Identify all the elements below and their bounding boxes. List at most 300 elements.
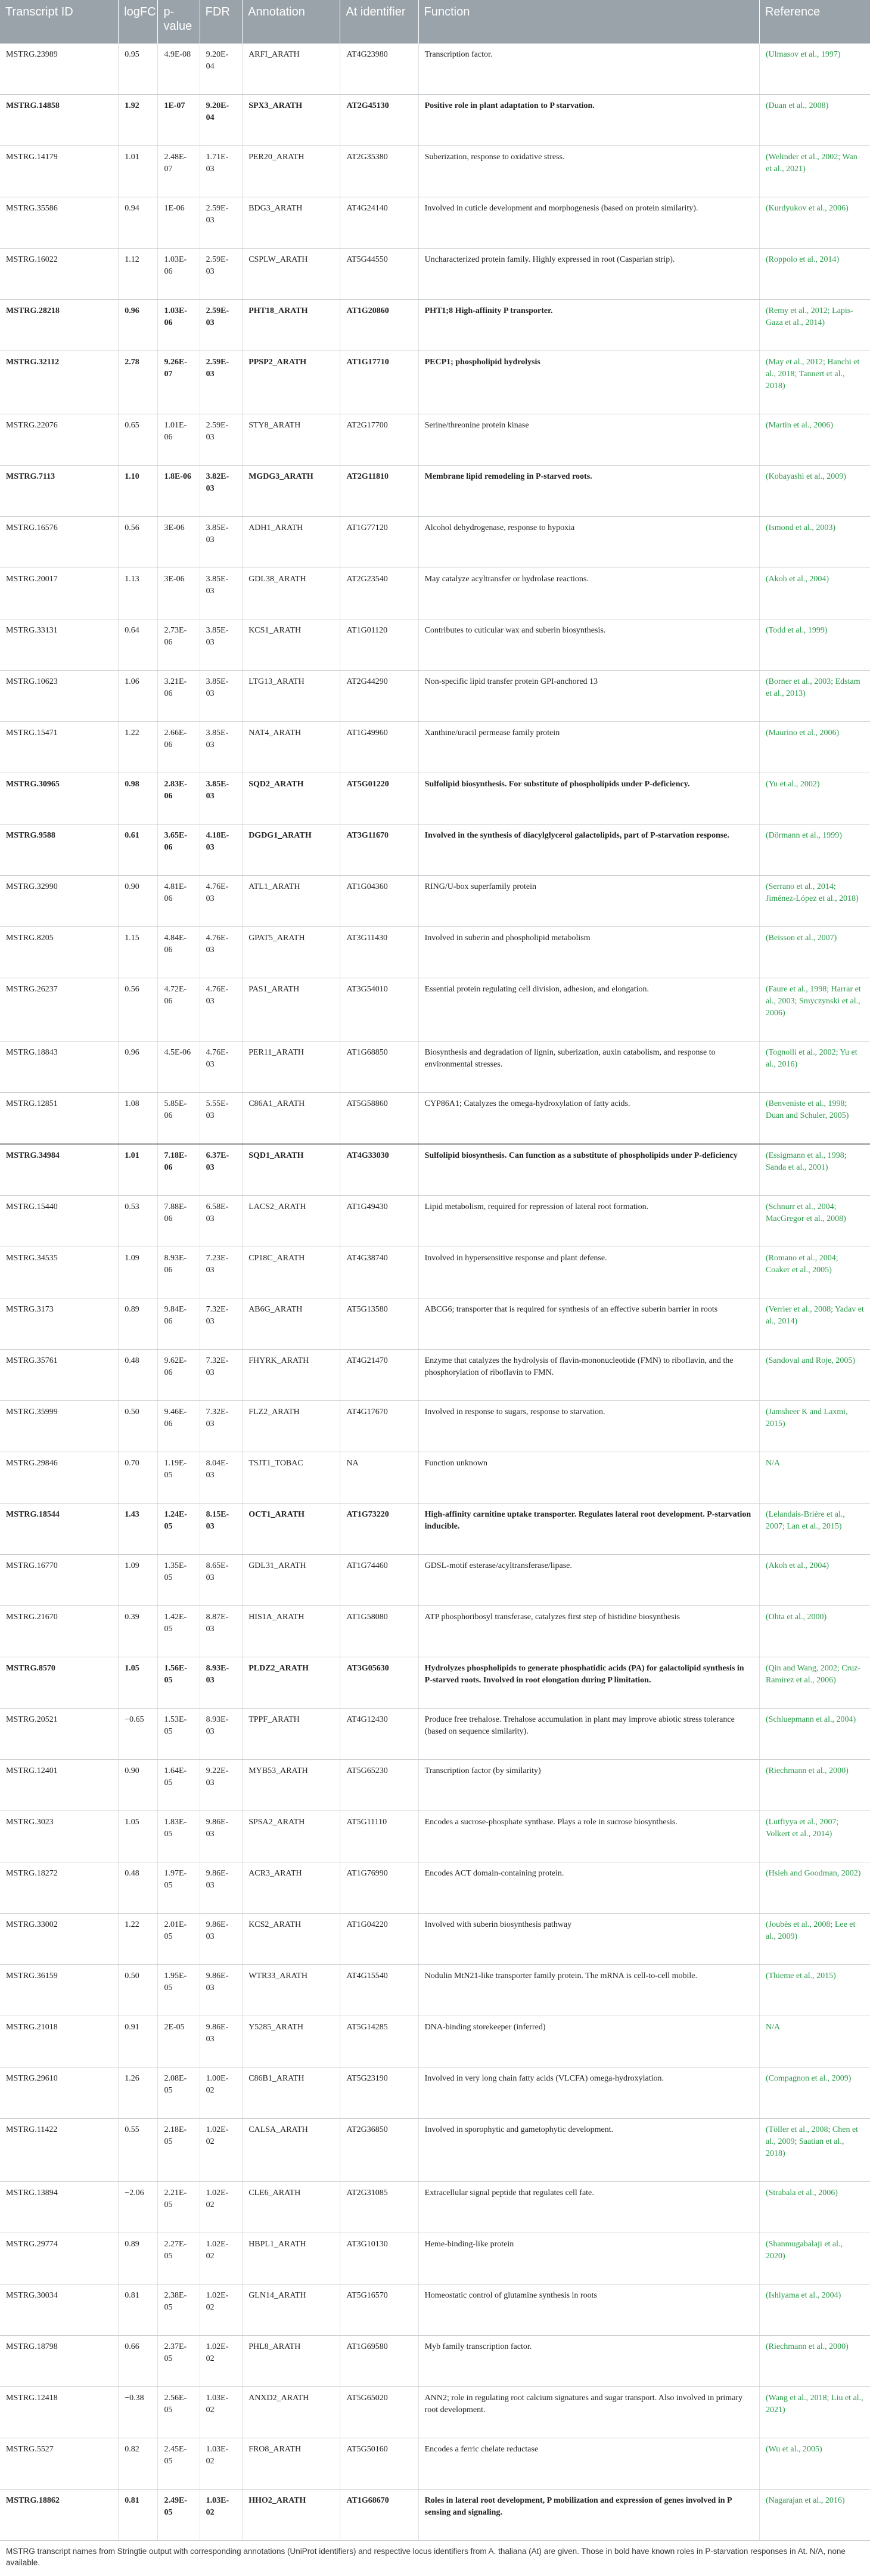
cell-transcript-id: MSTRG.14179 [0,146,119,197]
cell-transcript-id: MSTRG.13894 [0,2182,119,2233]
cell-function: Involved in the synthesis of diacylglycerol galactolipids, part of P-starvation response. [418,824,759,876]
cell-transcript-id: MSTRG.14858 [0,95,119,146]
cell-logfc: 0.89 [119,2233,158,2284]
table-row [0,351,870,414]
cell-annotation: NAT4_ARATH [243,722,340,773]
table-row [0,2182,870,2233]
cell-logfc: 0.64 [119,619,158,671]
cell-function: Contributes to cuticular wax and suberin biosynthesis. [418,619,759,671]
cell-annotation: DGDG1_ARATH [243,824,340,876]
cell-reference[interactable]: (Kurdyukov et al., 2006) [759,197,870,249]
cell-annotation: GPAT5_ARATH [243,927,340,978]
cell-pvalue: 2.73E-06 [158,619,200,671]
cell-pvalue: 1E-07 [158,95,200,146]
cell-reference[interactable]: (Verrier et al., 2008; Yadav et al., 2014) [759,1298,870,1350]
cell-annotation: GDL31_ARATH [243,1555,340,1606]
cell-fdr: 9.86E-03 [200,1862,243,1914]
cell-function: Transcription factor. [418,44,759,95]
table-body [0,44,870,2541]
cell-fdr: 8.93E-03 [200,1709,243,1760]
cell-function: Encodes a sucrose-phosphate synthase. Plays a role in sucrose biosynthesis. [418,1811,759,1862]
cell-at-identifier: AT5G58860 [340,1093,418,1145]
cell-function: Sulfolipid biosynthesis. Can function as a substitute of phospholipids under P-deficiency [418,1144,759,1196]
cell-function: Lipid metabolism, required for repression of lateral root formation. [418,1196,759,1247]
cell-pvalue: 1.03E-06 [158,300,200,351]
table-row [0,876,870,927]
cell-function: Roles in lateral root development, P mobilization and expression of genes involved in P sensing and signaling. [418,2490,759,2541]
cell-annotation: KCS1_ARATH [243,619,340,671]
cell-annotation: STY8_ARATH [243,414,340,466]
cell-logfc: 1.12 [119,249,158,300]
cell-fdr: 1.03E-02 [200,2438,243,2490]
cell-at-identifier: AT1G49960 [340,722,418,773]
cell-transcript-id: MSTRG.22076 [0,414,119,466]
cell-function: Sulfolipid biosynthesis. For substitute of phospholipids under P-deficiency. [418,773,759,824]
cell-reference[interactable]: (Schluepmann et al., 2004) [759,1709,870,1760]
cell-reference[interactable]: (Shanmugabalaji et al., 2020) [759,2233,870,2284]
cell-at-identifier: AT2G23540 [340,568,418,619]
table-header [0,0,870,44]
table-row [0,2284,870,2336]
cell-at-identifier: AT1G68670 [340,2490,418,2541]
cell-transcript-id: MSTRG.7113 [0,466,119,517]
cell-pvalue: 2.83E-06 [158,773,200,824]
cell-reference[interactable]: (Akoh et al., 2004) [759,568,870,619]
cell-at-identifier: AT5G23190 [340,2067,418,2119]
cell-reference[interactable]: (Töller et al., 2008; Chen et al., 2009; Saatian et al., 2018) [759,2119,870,2182]
cell-transcript-id: MSTRG.34535 [0,1247,119,1298]
cell-reference[interactable]: (May et al., 2012; Hanchi et al., 2018; Tannert et al., 2018) [759,351,870,414]
cell-function: ANN2; role in regulating root calcium signatures and sugar transport. Also involved in primary root development. [418,2387,759,2438]
cell-at-identifier: AT1G76990 [340,1862,418,1914]
cell-transcript-id: MSTRG.12851 [0,1093,119,1145]
cell-transcript-id: MSTRG.16770 [0,1555,119,1606]
cell-pvalue: 4.9E-08 [158,44,200,95]
cell-pvalue: 1.56E-05 [158,1657,200,1709]
table-row [0,1657,870,1709]
cell-at-identifier: AT5G01220 [340,773,418,824]
table-row [0,824,870,876]
cell-annotation: PHL8_ARATH [243,2336,340,2387]
cell-reference[interactable]: (Thieme et al., 2015) [759,1965,870,2016]
table-row [0,1144,870,1196]
cell-function: ATP phosphoribosyl transferase, catalyzes first step of histidine biosynthesis [418,1606,759,1657]
cell-transcript-id: MSTRG.30034 [0,2284,119,2336]
cell-function: Essential protein regulating cell division, adhesion, and elongation. [418,978,759,1041]
cell-fdr: 3.85E-03 [200,568,243,619]
cell-transcript-id: MSTRG.3173 [0,1298,119,1350]
cell-reference[interactable]: (Qin and Wang, 2002; Cruz-Ramirez et al., 2006) [759,1657,870,1709]
cell-at-identifier: AT2G31085 [340,2182,418,2233]
cell-fdr: 3.85E-03 [200,619,243,671]
cell-transcript-id: MSTRG.34984 [0,1144,119,1196]
cell-reference[interactable]: (Nagarajan et al., 2016) [759,2490,870,2541]
cell-annotation: SPX3_ARATH [243,95,340,146]
table-footnote: MSTRG transcript names from Stringtie output with corresponding annotations (UniProt identifiers) and respective locus identifiers from A. thaliana (At) are given. Those in bold have known roles in P-starvation responses in At. N/A, none available. [6,2547,846,2567]
cell-at-identifier: AT1G01120 [340,619,418,671]
cell-fdr: 4.18E-03 [200,824,243,876]
cell-transcript-id: MSTRG.18862 [0,2490,119,2541]
cell-fdr: 3.85E-03 [200,722,243,773]
cell-transcript-id: MSTRG.20521 [0,1709,119,1760]
cell-pvalue: 5.85E-06 [158,1093,200,1145]
cell-logfc: 0.48 [119,1862,158,1914]
table-row [0,1811,870,1862]
cell-pvalue: 1.53E-05 [158,1709,200,1760]
cell-at-identifier: AT5G44550 [340,249,418,300]
cell-fdr: 3.85E-03 [200,671,243,722]
cell-annotation: SPSA2_ARATH [243,1811,340,1862]
cell-function: Involved in response to sugars, response to starvation. [418,1401,759,1452]
cell-annotation: OCT1_ARATH [243,1504,340,1555]
table-row [0,2438,870,2490]
cell-reference[interactable]: (Roppolo et al., 2014) [759,249,870,300]
cell-transcript-id: MSTRG.29846 [0,1452,119,1504]
cell-reference[interactable]: (Romano et al., 2004; Coaker et al., 2005) [759,1247,870,1298]
cell-reference[interactable]: (Lelandais-Brière et al., 2007; Lan et al., 2015) [759,1504,870,1555]
cell-fdr: 3.85E-03 [200,517,243,568]
cell-reference[interactable]: N/A [759,2016,870,2067]
table-row [0,978,870,1041]
cell-reference[interactable]: (Ohta et al., 2000) [759,1606,870,1657]
cell-at-identifier: AT2G35380 [340,146,418,197]
cell-pvalue: 2.48E-07 [158,146,200,197]
table-row [0,44,870,95]
cell-reference[interactable]: (Tognolli et al., 2002; Yu et al., 2016) [759,1041,870,1093]
cell-fdr: 3.82E-03 [200,466,243,517]
table-row [0,197,870,249]
table-row [0,1914,870,1965]
cell-logfc: 0.94 [119,197,158,249]
table-row [0,1606,870,1657]
cell-function: PHT1;8 High-affinity P transporter. [418,300,759,351]
table-row [0,2233,870,2284]
cell-reference[interactable]: (Compagnon et al., 2009) [759,2067,870,2119]
cell-reference[interactable]: (Serrano et al., 2014; Jiménez-López et al., 2018) [759,876,870,927]
cell-fdr: 9.86E-03 [200,1965,243,2016]
cell-function: Serine/threonine protein kinase [418,414,759,466]
cell-reference[interactable]: (Todd et al., 1999) [759,619,870,671]
cell-at-identifier: AT1G77120 [340,517,418,568]
cell-function: RING/U-box superfamily protein [418,876,759,927]
cell-annotation: TPPF_ARATH [243,1709,340,1760]
cell-transcript-id: MSTRG.15471 [0,722,119,773]
cell-reference[interactable]: (Beisson et al., 2007) [759,927,870,978]
cell-fdr: 9.86E-03 [200,1914,243,1965]
cell-annotation: C86B1_ARATH [243,2067,340,2119]
cell-at-identifier: AT2G44290 [340,671,418,722]
cell-function: Heme-binding-like protein [418,2233,759,2284]
cell-annotation: SQD2_ARATH [243,773,340,824]
cell-pvalue: 2.56E-05 [158,2387,200,2438]
cell-transcript-id: MSTRG.18272 [0,1862,119,1914]
cell-at-identifier: AT4G12430 [340,1709,418,1760]
cell-reference[interactable]: (Lutfiyya et al., 2007; Volkert et al., 2014) [759,1811,870,1862]
cell-logfc: −0.65 [119,1709,158,1760]
cell-reference[interactable]: (Hsieh and Goodman, 2002) [759,1862,870,1914]
cell-reference[interactable]: (Essigmann et al., 1998; Sanda et al., 2001) [759,1144,870,1196]
cell-pvalue: 2.45E-05 [158,2438,200,2490]
cell-function: Non-specific lipid transfer protein GPI-anchored 13 [418,671,759,722]
cell-function: Nodulin MtN21-like transporter family protein. The mRNA is cell-to-cell mobile. [418,1965,759,2016]
cell-fdr: 6.58E-03 [200,1196,243,1247]
cell-reference[interactable]: (Sandoval and Roje, 2005) [759,1350,870,1401]
cell-annotation: BDG3_ARATH [243,197,340,249]
cell-function: Involved in cuticle development and morphogenesis (based on protein similarity). [418,197,759,249]
cell-fdr: 2.59E-03 [200,414,243,466]
cell-pvalue: 1.24E-05 [158,1504,200,1555]
cell-fdr: 7.23E-03 [200,1247,243,1298]
cell-logfc: 0.66 [119,2336,158,2387]
cell-reference[interactable]: (Duan et al., 2008) [759,95,870,146]
cell-annotation: PHT18_ARATH [243,300,340,351]
table-row [0,722,870,773]
table-row [0,2016,870,2067]
cell-reference[interactable]: (Ismond et al., 2003) [759,517,870,568]
cell-function: Function unknown [418,1452,759,1504]
cell-fdr: 4.76E-03 [200,978,243,1041]
cell-fdr: 2.59E-03 [200,300,243,351]
cell-fdr: 4.76E-03 [200,876,243,927]
cell-at-identifier: AT2G17700 [340,414,418,466]
cell-logfc: 1.01 [119,1144,158,1196]
cell-logfc: 1.92 [119,95,158,146]
cell-function: Uncharacterized protein family. Highly expressed in root (Casparian strip). [418,249,759,300]
cell-at-identifier: AT5G13580 [340,1298,418,1350]
cell-annotation: LTG13_ARATH [243,671,340,722]
cell-transcript-id: MSTRG.32112 [0,351,119,414]
cell-logfc: 1.09 [119,1555,158,1606]
table-row [0,1760,870,1811]
cell-transcript-id: MSTRG.32990 [0,876,119,927]
cell-fdr: 1.02E-02 [200,2336,243,2387]
cell-annotation: MGDG3_ARATH [243,466,340,517]
cell-function: May catalyze acyltransfer or hydrolase reactions. [418,568,759,619]
cell-reference[interactable]: (Jamsheer K and Laxmi, 2015) [759,1401,870,1452]
cell-logfc: 2.78 [119,351,158,414]
cell-logfc: 1.01 [119,146,158,197]
cell-reference[interactable]: (Wu et al., 2005) [759,2438,870,2490]
cell-function: Myb family transcription factor. [418,2336,759,2387]
cell-reference[interactable]: (Ulmasov et al., 1997) [759,44,870,95]
cell-function: Produce free trehalose. Trehalose accumulation in plant may improve abiotic stress tolerance (based on sequence similarity). [418,1709,759,1760]
cell-pvalue: 7.18E-06 [158,1144,200,1196]
header-logfc: logFC [119,0,158,44]
cell-annotation: GDL38_ARATH [243,568,340,619]
cell-fdr: 3.85E-03 [200,773,243,824]
cell-annotation: HHO2_ARATH [243,2490,340,2541]
cell-logfc: 0.96 [119,300,158,351]
cell-pvalue: 3.65E-06 [158,824,200,876]
cell-pvalue: 2.38E-05 [158,2284,200,2336]
cell-logfc: 0.96 [119,1041,158,1093]
cell-reference[interactable]: (Riechmann et al., 2000) [759,2336,870,2387]
cell-function: GDSL-motif esterase/acyltransferase/lipase. [418,1555,759,1606]
table-row [0,1196,870,1247]
cell-pvalue: 1.01E-06 [158,414,200,466]
cell-pvalue: 8.93E-06 [158,1247,200,1298]
table-row [0,1401,870,1452]
table-row [0,414,870,466]
header-at-identifier: At identifier [340,0,418,44]
cell-fdr: 9.20E-04 [200,44,243,95]
cell-pvalue: 2.21E-05 [158,2182,200,2233]
table-row [0,2490,870,2541]
cell-annotation: Y5285_ARATH [243,2016,340,2067]
cell-reference[interactable]: (Akoh et al., 2004) [759,1555,870,1606]
cell-at-identifier: AT2G11810 [340,466,418,517]
cell-at-identifier: AT5G16570 [340,2284,418,2336]
cell-logfc: 1.05 [119,1811,158,1862]
cell-fdr: 4.76E-03 [200,1041,243,1093]
cell-pvalue: 1.19E-05 [158,1452,200,1504]
cell-fdr: 8.04E-03 [200,1452,243,1504]
cell-fdr: 4.76E-03 [200,927,243,978]
table-row [0,517,870,568]
cell-at-identifier: AT1G49430 [340,1196,418,1247]
cell-fdr: 1.03E-02 [200,2387,243,2438]
cell-logfc: 1.22 [119,722,158,773]
cell-function: Encodes ACT domain-containing protein. [418,1862,759,1914]
table-row [0,2067,870,2119]
cell-annotation: CP18C_ARATH [243,1247,340,1298]
cell-fdr: 5.55E-03 [200,1093,243,1145]
table-row [0,1504,870,1555]
cell-annotation: PLDZ2_ARATH [243,1657,340,1709]
cell-annotation: HIS1A_ARATH [243,1606,340,1657]
cell-transcript-id: MSTRG.35999 [0,1401,119,1452]
cell-transcript-id: MSTRG.33131 [0,619,119,671]
cell-annotation: ACR3_ARATH [243,1862,340,1914]
cell-annotation: SQD1_ARATH [243,1144,340,1196]
cell-fdr: 7.32E-03 [200,1350,243,1401]
cell-transcript-id: MSTRG.30965 [0,773,119,824]
cell-logfc: 1.43 [119,1504,158,1555]
cell-function: Xanthine/uracil permease family protein [418,722,759,773]
cell-reference[interactable]: (Welinder et al., 2002; Wan et al., 2021) [759,146,870,197]
cell-annotation: WTR33_ARATH [243,1965,340,2016]
cell-pvalue: 3E-06 [158,568,200,619]
cell-at-identifier: AT1G69580 [340,2336,418,2387]
cell-annotation: CSPLW_ARATH [243,249,340,300]
cell-reference[interactable]: (Kobayashi et al., 2009) [759,466,870,517]
cell-annotation: CLE6_ARATH [243,2182,340,2233]
table-row [0,146,870,197]
cell-annotation: GLN14_ARATH [243,2284,340,2336]
cell-transcript-id: MSTRG.12401 [0,1760,119,1811]
cell-function: Involved in sporophytic and gametophytic development. [418,2119,759,2182]
cell-logfc: 1.13 [119,568,158,619]
cell-reference[interactable]: (Schnurr et al., 2004; MacGregor et al., 2008) [759,1196,870,1247]
cell-reference[interactable]: N/A [759,1452,870,1504]
cell-pvalue: 9.46E-06 [158,1401,200,1452]
cell-reference[interactable]: (Riechmann et al., 2000) [759,1760,870,1811]
cell-annotation: ADH1_ARATH [243,517,340,568]
cell-fdr: 8.87E-03 [200,1606,243,1657]
cell-pvalue: 9.84E-06 [158,1298,200,1350]
cell-fdr: 1.00E-02 [200,2067,243,2119]
cell-logfc: 0.50 [119,1965,158,2016]
cell-transcript-id: MSTRG.18544 [0,1504,119,1555]
cell-fdr: 8.65E-03 [200,1555,243,1606]
cell-fdr: 7.32E-03 [200,1298,243,1350]
cell-logfc: 1.10 [119,466,158,517]
cell-annotation: PPSP2_ARATH [243,351,340,414]
cell-reference[interactable]: (Joubès et al., 2008; Lee et al., 2009) [759,1914,870,1965]
cell-transcript-id: MSTRG.12418 [0,2387,119,2438]
cell-reference[interactable]: (Strabala et al., 2006) [759,2182,870,2233]
cell-annotation: PER20_ARATH [243,146,340,197]
cell-at-identifier: AT3G10130 [340,2233,418,2284]
cell-at-identifier: AT4G23980 [340,44,418,95]
cell-reference[interactable]: (Martin et al., 2006) [759,414,870,466]
cell-reference[interactable]: (Wang et al., 2018; Liu et al., 2021) [759,2387,870,2438]
cell-function: Biosynthesis and degradation of lignin, suberization, auxin catabolism, and response to environmental stresses. [418,1041,759,1093]
cell-pvalue: 2E-05 [158,2016,200,2067]
cell-logfc: 0.39 [119,1606,158,1657]
cell-reference[interactable]: (Ishiyama et al., 2004) [759,2284,870,2336]
cell-fdr: 9.20E-04 [200,95,243,146]
cell-annotation: CALSA_ARATH [243,2119,340,2182]
cell-transcript-id: MSTRG.15440 [0,1196,119,1247]
cell-pvalue: 3.21E-06 [158,671,200,722]
cell-reference[interactable]: (Yu et al., 2002) [759,773,870,824]
cell-reference[interactable]: (Maurino et al., 2006) [759,722,870,773]
cell-reference[interactable]: (Borner et al., 2003; Edstam et al., 2013) [759,671,870,722]
cell-annotation: C86A1_ARATH [243,1093,340,1145]
cell-reference[interactable]: (Benveniste et al., 1998; Duan and Schuler, 2005) [759,1093,870,1145]
cell-fdr: 2.59E-03 [200,351,243,414]
cell-logfc: 0.90 [119,876,158,927]
table-row [0,1965,870,2016]
cell-function: DNA-binding storekeeper (inferred) [418,2016,759,2067]
cell-fdr: 1.02E-02 [200,2233,243,2284]
cell-function: ABCG6; transporter that is required for synthesis of an effective suberin barrier in roots [418,1298,759,1350]
table-row [0,1093,870,1145]
cell-annotation: HBPL1_ARATH [243,2233,340,2284]
cell-pvalue: 1.35E-05 [158,1555,200,1606]
cell-at-identifier: AT3G11430 [340,927,418,978]
cell-transcript-id: MSTRG.3023 [0,1811,119,1862]
cell-logfc: 0.56 [119,517,158,568]
cell-at-identifier: AT4G15540 [340,1965,418,2016]
table-row [0,927,870,978]
cell-pvalue: 1E-06 [158,197,200,249]
cell-pvalue: 1.95E-05 [158,1965,200,2016]
cell-pvalue: 9.62E-06 [158,1350,200,1401]
header-transcript-id: Transcript ID [0,0,119,44]
cell-transcript-id: MSTRG.35761 [0,1350,119,1401]
cell-pvalue: 4.84E-06 [158,927,200,978]
cell-transcript-id: MSTRG.28218 [0,300,119,351]
table-row [0,300,870,351]
cell-fdr: 8.15E-03 [200,1504,243,1555]
cell-function: Encodes a ferric chelate reductase [418,2438,759,2490]
cell-fdr: 6.37E-03 [200,1144,243,1196]
cell-pvalue: 1.42E-05 [158,1606,200,1657]
cell-annotation: FHYRK_ARATH [243,1350,340,1401]
cell-logfc: 0.89 [119,1298,158,1350]
cell-pvalue: 1.03E-06 [158,249,200,300]
cell-reference[interactable]: (Remy et al., 2012; Lapis-Gaza et al., 2014) [759,300,870,351]
cell-at-identifier: AT3G11670 [340,824,418,876]
cell-reference[interactable]: (Faure et al., 1998; Harrar et al., 2003; Smyczynski et al., 2006) [759,978,870,1041]
table-row [0,1555,870,1606]
cell-reference[interactable]: (Dörmann et al., 1999) [759,824,870,876]
cell-at-identifier: AT1G04220 [340,1914,418,1965]
cell-logfc: 0.82 [119,2438,158,2490]
cell-function: Suberization, response to oxidative stress. [418,146,759,197]
